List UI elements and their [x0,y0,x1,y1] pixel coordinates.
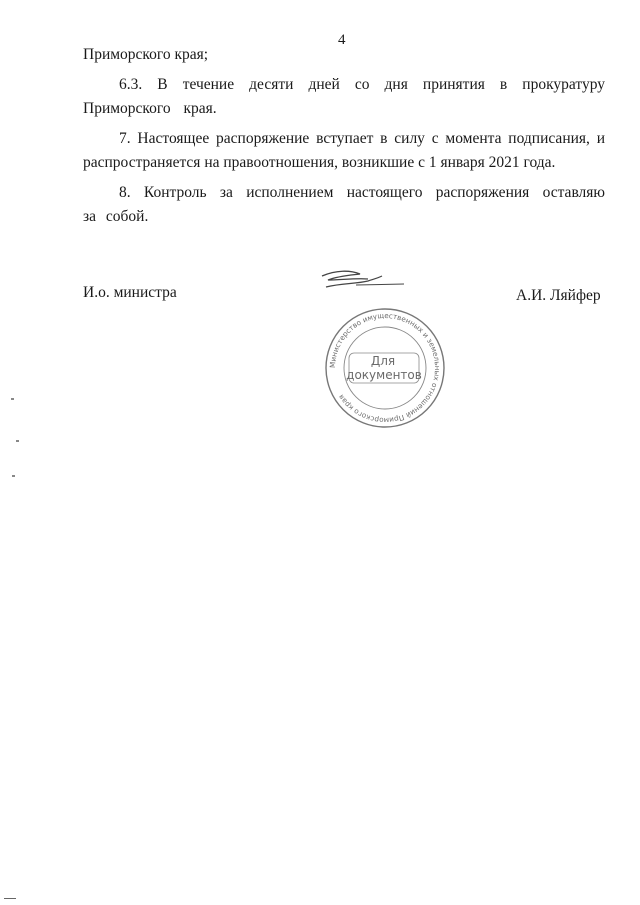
signatory-title: И.о. министра [83,284,177,301]
scan-speck [16,440,19,442]
paragraph-item-8: 8. Контроль за исполнением настоящего распоряжения оставляю за собой. [83,184,605,225]
signatory-name: А.И. Ляйфер [516,287,601,304]
stamp-center-line-2: документов [346,368,422,382]
stamp-center-line-1: Для [370,354,396,368]
scan-speck [12,475,15,477]
official-stamp [319,306,451,430]
page-number: 4 [338,32,346,48]
scan-speck [11,398,14,400]
stamp-ring-text: Министерство имущественных и земельных отношений Приморского края [327,310,443,426]
paragraph-continued: Приморского края; [83,46,209,63]
handwritten-signature [316,266,406,296]
scan-edge-mark [4,898,16,899]
paragraph-item-7: 7. Настоящее распоряжение вступает в силу с момента подписания, и распространяется на правоотношения, возникшие с 1 января 2021 года. [83,130,605,171]
paragraph-item-6-3: 6.3. В течение десяти дней со дня принятия в прокуратуру Приморского края. [83,76,605,117]
